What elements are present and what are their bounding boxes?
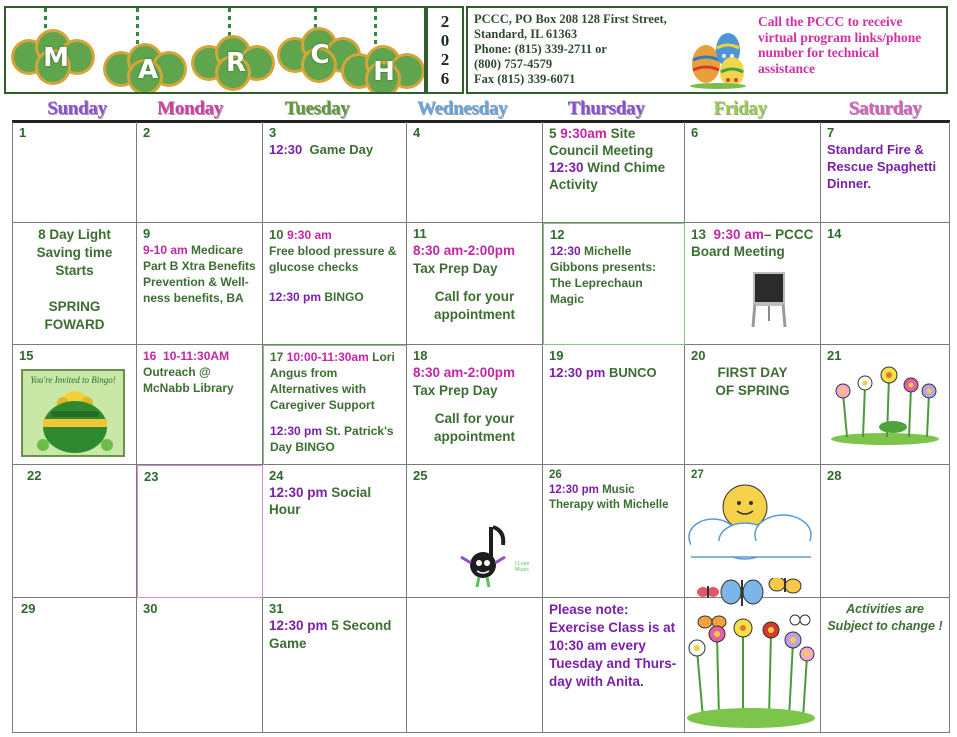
event-time: 12:30 pm [269, 618, 328, 633]
event-text: FIRST DAY OF SPRING [715, 365, 790, 398]
day-number: 31 [269, 601, 284, 616]
day-number: 13 [691, 227, 707, 242]
day-number: 1 [19, 125, 27, 140]
schedule-change-note: Activities are Subject to change ! [827, 602, 943, 633]
day-number: 28 [827, 468, 842, 483]
day-cell [685, 345, 821, 465]
day-cell [12, 345, 137, 465]
hanging-string [314, 8, 317, 32]
day-number: 3 [269, 125, 277, 140]
year-digit: 2 [440, 50, 450, 69]
banner-letter: A [137, 55, 159, 85]
day-number: 5 [549, 126, 557, 141]
music-note-icon [459, 523, 529, 593]
event-text: BUNCO [609, 365, 657, 380]
day-number: 27 [691, 469, 704, 481]
banner-letter: H [373, 57, 395, 87]
weekday-saturday: Saturday [848, 98, 922, 119]
day-number: 2 [143, 125, 151, 140]
event-time: 9:30 am [287, 228, 332, 242]
day-number: 23 [144, 469, 159, 484]
day-cell [821, 223, 950, 345]
day-cell [821, 345, 950, 465]
chalkboard-easel-icon [751, 271, 787, 329]
day-number: 18 [413, 348, 428, 363]
day-cell [263, 465, 407, 598]
event-text: Game Day [309, 142, 374, 157]
event-time: 12:30 pm [270, 424, 323, 438]
shamrock-icon [12, 32, 100, 84]
day-cell [407, 465, 543, 598]
event-text: Call for your appointment [434, 411, 515, 444]
day-number: 14 [827, 226, 842, 241]
spring-picture-cell [685, 598, 821, 733]
day-cell [137, 598, 263, 733]
contact-line: PCCC, PO Box 208 128 First Street, [474, 12, 667, 26]
banner-letter: C [310, 40, 330, 70]
day-cell [407, 345, 543, 465]
hanging-string [44, 8, 47, 34]
day-cell [137, 465, 263, 598]
day-number: 7 [827, 125, 835, 140]
event-text: Call for your appointment [434, 289, 515, 322]
contact-line: (800) 757-4579 [474, 57, 553, 71]
event-time: 10:00-11:30am [286, 350, 369, 364]
day-number: 24 [269, 468, 284, 483]
event-text: SPRING FOWARD [44, 299, 105, 332]
flower-garden-icon [829, 363, 941, 445]
day-number: 29 [21, 601, 36, 616]
event-text: Standard Fire & Rescue Spaghetti Dinner. [827, 142, 937, 191]
event-time: 12:30 pm [549, 484, 599, 496]
event-text: 8 Day Light Saving time Starts [36, 227, 113, 278]
event-time: 12:30 pm [269, 290, 322, 304]
event-time: 8:30 am-2:00pm [413, 365, 516, 380]
day-number: 10 [269, 227, 284, 242]
year-digit: 6 [440, 69, 450, 88]
day-cell [12, 598, 137, 733]
hanging-string [136, 8, 139, 48]
info-box [466, 6, 948, 94]
day-cell [821, 465, 950, 598]
note-cell [543, 598, 685, 733]
weekday-wednesday: Wednesday [416, 98, 508, 119]
day-cell [12, 122, 137, 223]
event-time: 12:30 pm [549, 365, 606, 380]
day-cell [137, 345, 263, 465]
contact-info [474, 12, 686, 87]
event-time: 9:30 am [713, 227, 764, 242]
event-text: Free blood pressure & glucose checks [269, 244, 397, 274]
hanging-string [374, 8, 377, 52]
day-cell [12, 465, 137, 598]
weekday-friday: Friday [713, 98, 767, 119]
day-cell [12, 223, 137, 345]
event-text: – PCCC Board Meeting [691, 227, 814, 259]
event-time: 9-10 am [143, 243, 188, 257]
event-time: 9:30am [560, 126, 607, 141]
event-text: Social Hour [269, 485, 372, 517]
event-text: Medicare Part B Xtra Benefits Prevention & Well-ness benefits, BA [143, 243, 256, 305]
music-caption: I Love Music [514, 561, 530, 573]
day-cell [137, 122, 263, 223]
event-text: Tax Prep Day [413, 383, 498, 398]
banner-letter: M [43, 43, 69, 73]
event-text: Music Therapy with Michelle [549, 484, 669, 511]
day-cell [821, 122, 950, 223]
sun-cloud-icon [687, 483, 817, 561]
year-digit: 2 [440, 12, 450, 31]
march-banner [4, 6, 426, 94]
event-text: Tax Prep Day [413, 261, 498, 276]
day-number: 25 [413, 468, 428, 483]
weekday-header [12, 98, 950, 120]
day-number: 19 [549, 348, 564, 363]
day-cell [263, 122, 407, 223]
weekday-tuesday: Tuesday [284, 98, 350, 119]
day-number: 12 [550, 227, 565, 242]
day-number: 21 [827, 348, 842, 363]
weekday-thursday: Thursday [567, 98, 645, 119]
weekday-monday: Monday [157, 98, 223, 119]
event-text: St. Patrick's Day BINGO [270, 424, 394, 454]
day-number: 16 [143, 349, 157, 363]
event-text: Michelle Gibbons presents: The Leprechaun Magic [550, 244, 657, 306]
empty-cell [407, 598, 543, 733]
day-cell [263, 598, 407, 733]
event-time: 12:30 pm [269, 485, 328, 500]
day-number: 22 [27, 468, 42, 483]
event-time: 12:30 [269, 142, 303, 157]
shamrock-icon [192, 38, 280, 88]
exercise-note: Please note: Exercise Class is at 10:30 am every Tuesday and Thurs-day with Anita. [549, 602, 677, 689]
event-text: Site Council Meeting [549, 126, 654, 158]
day-cell [137, 223, 263, 345]
day-cell [685, 223, 821, 345]
event-text: BINGO [324, 290, 364, 304]
year-digit: 0 [440, 31, 450, 50]
shamrock-icon [342, 48, 426, 94]
banner-letter: R [225, 48, 247, 78]
day-cell [407, 122, 543, 223]
pot-of-gold-icon [21, 369, 125, 457]
day-cell [543, 465, 685, 598]
day-number: 11 [413, 226, 427, 241]
weekday-sunday: Sunday [47, 98, 107, 119]
day-number: 15 [19, 348, 34, 363]
event-time: 12:30 [549, 160, 584, 175]
event-time: 12:30 [550, 244, 581, 258]
year-box [426, 6, 464, 94]
contact-line: Fax (815) 339-6071 [474, 72, 576, 86]
day-cell [543, 223, 685, 345]
event-time: 8:30 am-2:00pm [413, 243, 516, 258]
shamrock-icon [104, 46, 192, 94]
day-number: 30 [143, 601, 158, 616]
event-text: Outreach @ McNabb Library [143, 365, 234, 395]
hanging-string [228, 8, 231, 38]
event-text: 5 Second Game [269, 618, 392, 651]
easter-eggs-icon [688, 26, 750, 90]
contact-line: Phone: (815) 339-2711 or [474, 42, 607, 56]
event-text: Wind Chime Activity [549, 160, 666, 192]
day-cell [263, 345, 407, 465]
day-number: 9 [143, 226, 151, 241]
bingo-invite-caption: You're Invited to Bingo! [30, 375, 116, 385]
day-number: 4 [413, 125, 421, 140]
day-number: 26 [549, 469, 562, 481]
event-time: 10-11:30AM [163, 349, 230, 363]
day-cell [821, 598, 950, 733]
day-cell [685, 122, 821, 223]
butterflies-flowers-icon [683, 578, 819, 730]
contact-line: Standard, IL 61363 [474, 27, 578, 41]
day-number: 20 [691, 348, 706, 363]
day-cell [543, 122, 685, 223]
day-number: 6 [691, 125, 699, 140]
day-number: 17 [270, 350, 284, 364]
day-cell [407, 223, 543, 345]
event-text: Lori Angus from Alternatives with Caregiver Support [270, 350, 395, 412]
calendar-grid [12, 122, 950, 733]
day-cell [263, 223, 407, 345]
call-note: Call the PCCC to receive virtual program links/phone number for technical assistance [758, 14, 922, 76]
day-cell [543, 345, 685, 465]
